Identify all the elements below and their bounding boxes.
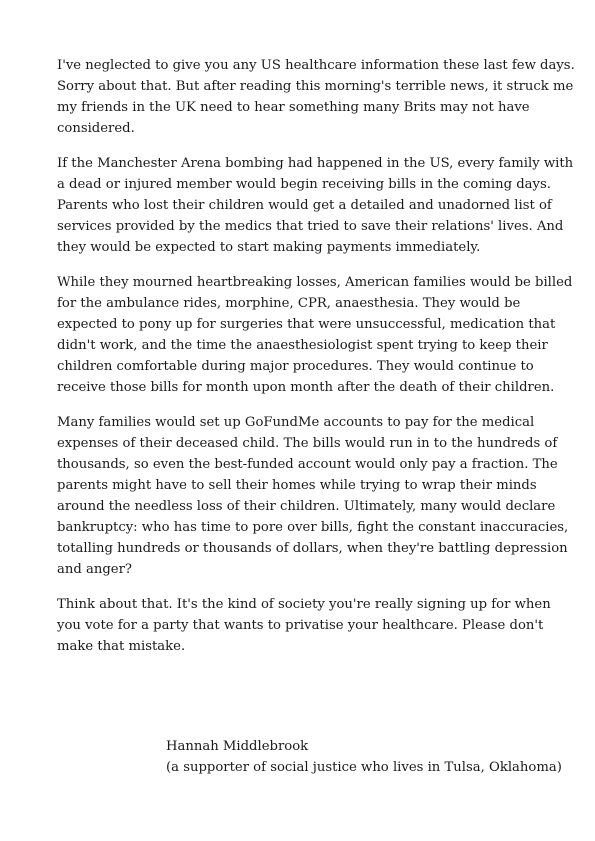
- paragraph-line: you vote for a party that wants to privatise your healthcare. Please don't: [57, 618, 544, 633]
- paragraph-line: services provided by the medics that tried to save their relations' lives. And: [57, 219, 564, 234]
- paragraph-line: I've neglected to give you any US healthcare information these last few days.: [57, 58, 575, 73]
- signature-description: (a supporter of social justice who lives in Tulsa, Oklahoma): [166, 760, 562, 775]
- paragraph-line: If the Manchester Arena bombing had happened in the US, every family with: [57, 156, 574, 171]
- paragraph-line: expected to pony up for surgeries that were unsuccessful, medication that: [57, 317, 556, 332]
- paragraph-line: didn't work, and the time the anaesthesiologist spent trying to keep their: [57, 338, 548, 353]
- paragraph-line: my friends in the UK need to hear something many Brits may not have: [57, 100, 530, 115]
- paragraph-line: bankruptcy: who has time to pore over bills, fight the constant inaccuracies,: [57, 520, 569, 535]
- signature-name: Hannah Middlebrook: [166, 739, 309, 754]
- paragraph-4: [57, 412, 569, 580]
- paragraph-2: [57, 153, 574, 258]
- paragraph-line: considered.: [57, 121, 135, 136]
- paragraph-line: for the ambulance rides, morphine, CPR, anaesthesia. They would be: [57, 296, 521, 311]
- paragraph-line: make that mistake.: [57, 639, 186, 654]
- paragraph-1: [57, 55, 575, 139]
- paragraph-line: they would be expected to start making payments immediately.: [57, 240, 481, 255]
- paragraph-line: parents might have to sell their homes while trying to wrap their minds: [57, 478, 537, 493]
- paragraph-line: Sorry about that. But after reading this morning's terrible news, it struck me: [57, 79, 574, 94]
- paragraph-line: While they mourned heartbreaking losses, American families would be billed: [57, 275, 573, 290]
- paragraph-line: expenses of their deceased child. The bills would run in to the hundreds of: [57, 436, 558, 451]
- paragraph-line: Many families would set up GoFundMe accounts to pay for the medical: [57, 415, 535, 430]
- signature-block: [166, 736, 562, 778]
- paragraph-line: Parents who lost their children would get a detailed and unadorned list of: [57, 198, 552, 213]
- paragraph-line: and anger?: [57, 562, 132, 577]
- paragraph-line: thousands, so even the best-funded account would only pay a fraction. The: [57, 457, 558, 472]
- paragraph-line: a dead or injured member would begin receiving bills in the coming days.: [57, 177, 551, 192]
- paragraph-line: children comfortable during major procedures. They would continue to: [57, 359, 534, 374]
- paragraph-line: around the needless loss of their children. Ultimately, many would declare: [57, 499, 556, 514]
- paragraph-3: [57, 272, 573, 398]
- paragraph-line: totalling hundreds or thousands of dollars, when they're battling depression: [57, 541, 568, 556]
- paragraph-line: Think about that. It's the kind of society you're really signing up for when: [57, 597, 551, 612]
- paragraph-line: receive those bills for month upon month after the death of their children.: [57, 380, 555, 395]
- letter-body: [57, 55, 575, 671]
- paragraph-5: [57, 594, 557, 657]
